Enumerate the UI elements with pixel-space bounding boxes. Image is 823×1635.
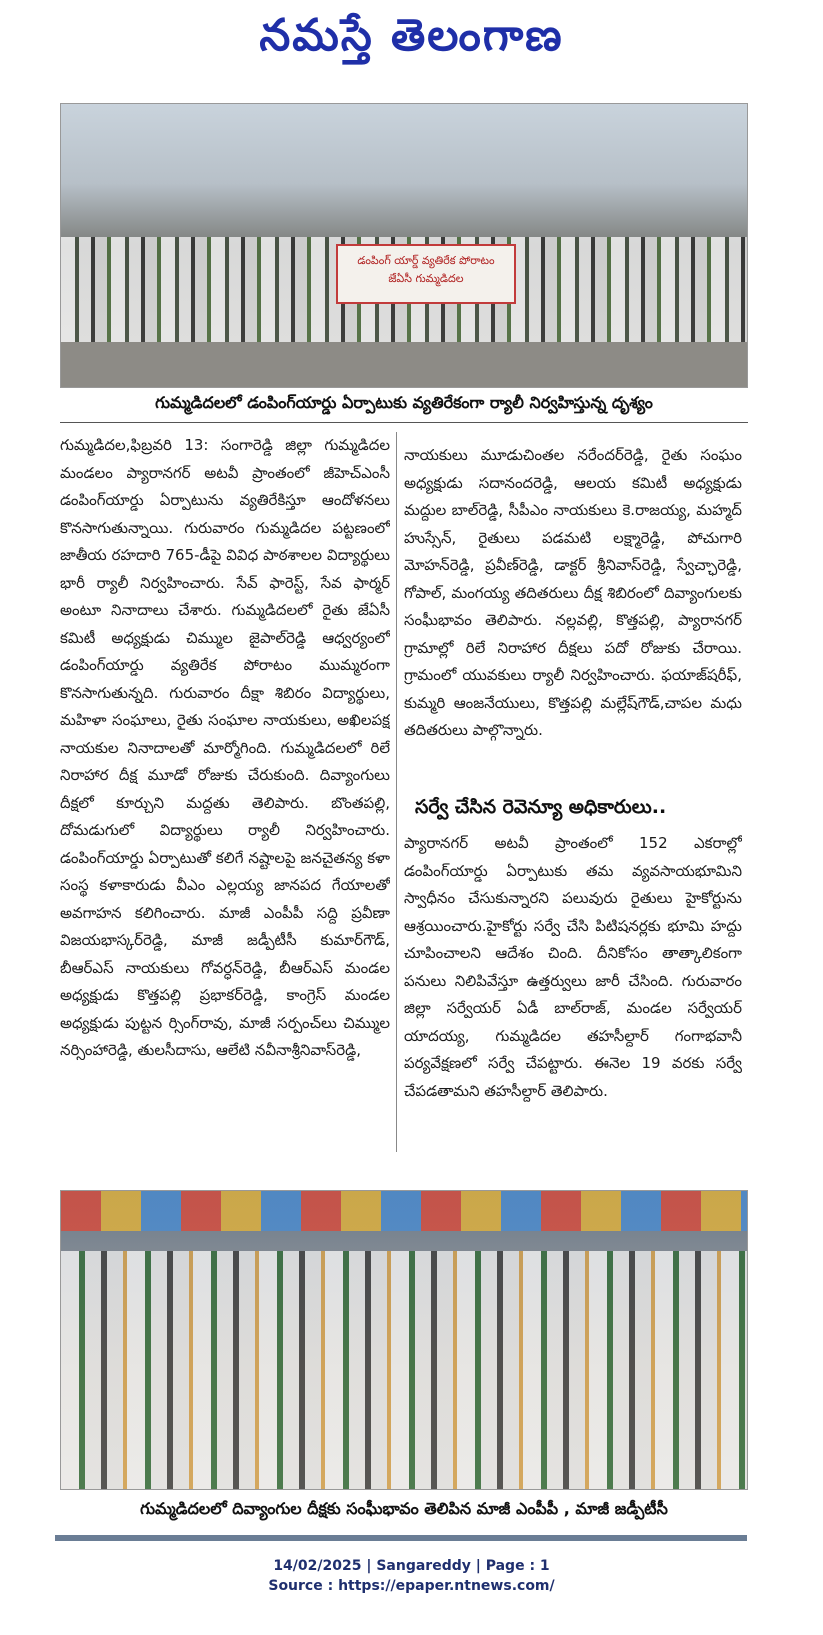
solidarity-photo bbox=[60, 1190, 748, 1490]
article-right-column-top: నాయకులు మూడుచింతల నరేందర్‌రెడ్డి, రైతు సంఘం అధ్యక్షుడు సదానందరెడ్డి, ఆలయ కమిటీ అధ్యక్షుడు మద్దుల బాల్‌రెడ్డి, సీపీఎం నాయకులు కె.రాజయ్య, మహ్మద్ హుస్సేన్, రైతులు పడమటి లక్ష్మారెడ్డి, పోచుగారి మోహన్‌రెడ్డి, ప్రవీణ్‌రెడ్డి, డాక్టర్ శ్రీనివాస్‌రెడ్డి, స్వేచ్ఛారెడ్డి, గోపాల్, మంగయ్య తదితరులు దీక్ష శిబిరంలో దివ్యాంగులకు సంఘీభావం తెలిపారు. నల్లవల్లి, కొత్తపల్లి, ప్యారానగర్ గ్రామాల్లో రిలే నిరాహార దీక్షలు పదో రోజుకు చేరాయి. గ్రామంలో యువకులు ర్యాలీ నిర్వహించారు. ఫయాజ్‌షరీఫ్, కుమ్మరి ఆంజనేయులు, కొత్తపల్లి మల్లేష్‌గౌడ్,చాపల మధు తదితరులు పాల్గొన్నారు. bbox=[404, 446, 742, 739]
footer-date-line: 14/02/2025 | Sangareddy | Page : 1 bbox=[273, 1558, 550, 1574]
banner-line-1: డంపింగ్ యార్డ్ వ్యతిరేక పోరాటం bbox=[357, 254, 495, 267]
rally-banner bbox=[336, 244, 516, 304]
seated-crowd-shape bbox=[61, 1251, 747, 1490]
top-photo-caption: గుమ్మడిదలలో డంపింగ్‌యార్డు ఏర్పాటుకు వ్యతిరేకంగా ర్యాలీ నిర్వహిస్తున్న దృశ్యం bbox=[155, 393, 653, 412]
banner-line-2: జేఏసీ గుమ్మడిదల bbox=[388, 272, 464, 285]
footer-source-line: Source : https://epaper.ntnews.com/ bbox=[268, 1578, 555, 1594]
column-divider bbox=[396, 432, 397, 1152]
bottom-photo-caption: గుమ్మడిదలలో దివ్యాంగుల దీక్షకు సంఘీభావం తెలిపిన మాజీ ఎంపీపీ , మాజీ జడ్పీటీసీ bbox=[140, 1499, 668, 1518]
next-photo-edge bbox=[55, 1535, 747, 1541]
masthead bbox=[0, 10, 823, 74]
newspaper-title: నమస్తే తెలంగాణ bbox=[259, 10, 564, 61]
article-left-column: గుమ్మడిదల,ఫిబ్రవరి 13: సంగారెడ్డి జిల్లా గుమ్మడిదల మండలం ప్యారానగర్ అటవీ ప్రాంతంలో జీహెచ్‌ఎంసీ డంపింగ్‌యార్డు ఏర్పాటును వ్యతిరేకిస్తూ ఆందోళనలు కొనసాగుతున్నాయి. గురువారం గుమ్మడిదల పట్టణంలో జాతీయ రహదారి 765-డీపై వివిధ పాఠశాలల విద్యార్థులు భారీ ర్యాలీ నిర్వహించారు. సేవ్ ఫారెస్ట్, సేవ ఫార్మర్ అంటూ నినాదాలు చేశారు. గుమ్మడిదలలో రైతు జేఏసీ కమిటీ అధ్యక్షుడు చిమ్ముల జైపాల్‌రెడ్డి ఆధ్వర్యంలో డంపింగ్‌యార్డు వ్యతిరేక పోరాటం ముమ్మరంగా కొనసాగుతున్నది. గురువారం దీక్షా శిబిరం విద్యార్థులు, మహిళా సంఘాలు, రైతు సంఘాల నాయకులు, అఖిలపక్ష నాయకుల నినాదాలతో మార్మోగింది. గుమ్మడిదలలో రిలే నిరాహార దీక్ష మూడో రోజుకు చేరుకుంది. దివ్యాంగులు దీక్షలో కూర్చుని మద్దతు తెలిపారు. బొంతపల్లి, దోమడుగులో విద్యార్థులు ర్యాలీ నిర్వహించారు. డంపింగ్‌యార్డు ఏర్పాటుతో కలిగే నష్టాలపై జనచైతన్య కళా సంస్థ కళాకారుడు వీఎం ఎల్లయ్య జానపద గేయాలతో అవగాహన కలిగించారు. మాజీ ఎంపీపీ సద్ది ప్రవీణా విజయభాస్కర్‌రెడ్డి, మాజీ జడ్పీటీసీ కుమార్‌గౌడ్, బీఆర్‌ఎస్ నాయకులు గోవర్ధన్‌రెడ్డి, బీఆర్‌ఎస్ మండల అధ్యక్షుడు కొత్తపల్లి ప్రభాకర్‌రెడ్డి, కాంగ్రెస్ మండల అధ్యక్షుడు పుట్టన ర్సింగ్‌రావు, మాజీ సర్పంచ్‌లు చిమ్ముల నర్సింహారెడ్డి, తులసీదాసు, ఆలేటి నవీనాశ్రీనివాస్‌రెడ్డి, bbox=[60, 436, 390, 1059]
article-subheading: సర్వే చేసిన రెవెన్యూ అధికారులు.. bbox=[415, 796, 667, 818]
rally-photo bbox=[60, 103, 748, 388]
article-right-column-bottom: ప్యారానగర్ అటవీ ప్రాంతంలో 152 ఎకరాల్లో డంపింగ్‌యార్డు ఏర్పాటుకు తమ వ్యవసాయభూమిని స్వాధీనం చేసుకున్నారని పలువురు రైతులు హైకోర్టును ఆశ్రయించారు.హైకోర్టు సర్వే చేసి పిటిషనర్లకు భూమి హద్దు చూపించాలని ఆదేశం చింది. దీనికోసం తాత్కాలికంగా పనులు నిలిపివేస్తూ ఉత్తర్వులు జారీ చేసింది. గురువారం జిల్లా సర్వేయర్ ఏడీ బాల్‌రాజ్, మండల సర్వేయర్ యాదయ్య, గుమ్మడిదల తహసీల్దార్ గంగాభవానీ పర్యవేక్షణలో సర్వే చేపట్టారు. ఈనెల 19 వరకు సర్వే చేపడతామని తహసీల్దార్ తెలిపారు. bbox=[404, 834, 742, 1100]
tent-shape bbox=[61, 1191, 747, 1231]
road-shape bbox=[61, 342, 747, 387]
caption-rule-top bbox=[60, 422, 748, 423]
